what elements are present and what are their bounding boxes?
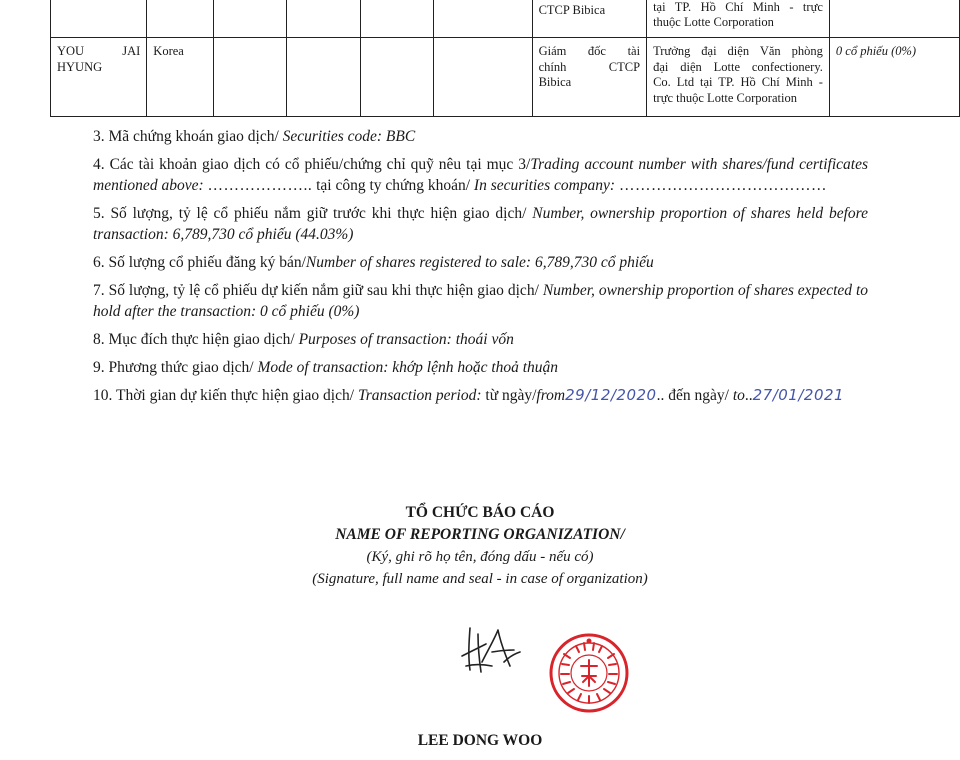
nationality-cell: Korea [147,38,213,117]
item-trading-account: 4. Các tài khoản giao dịch có cổ phiếu/chứng chỉ quỹ nêu tại mục 3/Trading account number with shares/fund certificates mentioned above: ……………….. tại công ty chứng khoán/ In securities company: ………………………………… [93,156,868,194]
relation-cell: tại TP. Hồ Chí Minh - trực thuộc Lotte Corporation [647,0,830,38]
item-mode: 9. Phương thức giao dịch/ Mode of transaction: khớp lệnh hoặc thoả thuận [93,359,559,376]
item-securities-code: 3. Mã chứng khoán giao dịch/ Securities code: BBC [93,128,416,145]
blank-field: ………………………………… [618,177,827,194]
shares-cell: 0 cổ phiếu (0%) [829,38,959,117]
position-cell [532,0,647,38]
company-seal-icon [548,632,630,714]
signature-instruction-vi: (Ký, ghi rõ họ tên, đóng dấu - nếu có) [366,549,594,565]
item-shares-registered: 6. Số lượng cổ phiếu đăng ký bán/Number of shares registered to sale: 6,789,730 cổ phiếu [93,254,654,271]
handwritten-from-date: 29/12/2020 [565,386,657,404]
table-row [51,38,960,117]
shareholder-table [50,0,960,117]
position-text: CTCP Bibica [538,3,606,17]
table-row [51,0,960,38]
handwritten-to-date: 27/01/2021 [752,386,845,404]
signer-name: LEE DONG WOO [417,732,543,749]
item-transaction-period: 10. Thời gian dự kiến thực hiện giao dịch/ Transaction period: từ ngày/from29/12/2020.. đến ngày/ to..27/01/2021 [93,386,845,404]
transaction-details [93,126,868,413]
item-purpose: 8. Mục đích thực hiện giao dịch/ Purposes of transaction: thoái vốn [93,331,514,348]
signature-icon [456,622,526,680]
relation-cell: Trưởng đại diện Văn phòng đại diện Lotte confectionery. Co. Ltd tại TP. Hồ Chí Minh - trực thuộc Lotte Corporation [647,38,830,117]
item-shares-after: 7. Số lượng, tỷ lệ cổ phiếu dự kiến nắm giữ sau khi thực hiện giao dịch/ Number, ownership proportion of shares expected to hold after the transaction: 0 cổ phiếu (0%) [93,282,869,320]
reporting-organization-block [200,502,760,590]
org-title-vi: TỔ CHỨC BÁO CÁO [405,504,555,521]
blank-field: ……………….. [207,177,313,194]
item-shares-before: 5. Số lượng, tỷ lệ cổ phiếu nắm giữ trước khi thực hiện giao dịch/ Number, ownership proportion of shares held before transaction: 6,789,730 cổ phiếu (44.03%) [93,205,869,243]
signature-instruction-en: (Signature, full name and seal - in case of organization) [312,571,648,587]
position-cell: Giám đốc tài chính CTCP Bibica [532,38,647,117]
org-title-en: NAME OF REPORTING ORGANIZATION/ [335,526,625,543]
name-cell: YOU JAI HYUNG [51,38,147,117]
